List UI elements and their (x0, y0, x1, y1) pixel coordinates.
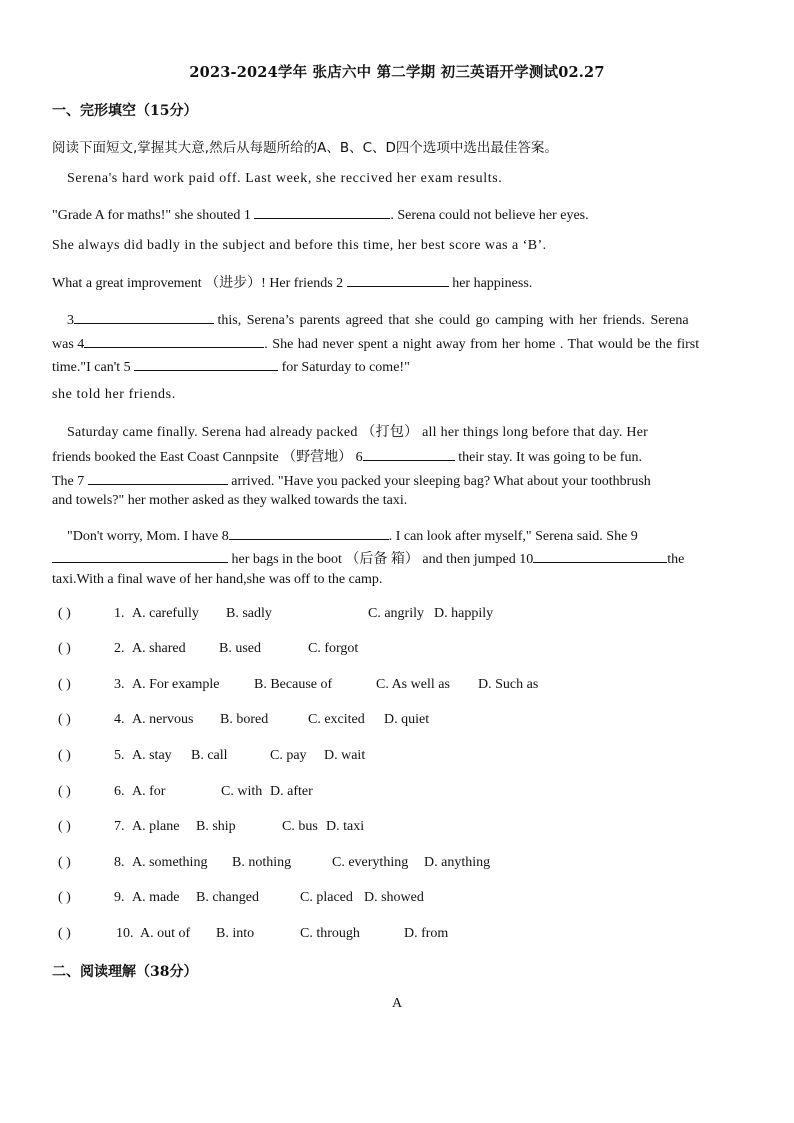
option-d[interactable]: D. anything (424, 855, 491, 870)
question-number: 10. (116, 926, 134, 941)
passage-text: arrived. "Have you packed your sleeping bag? What about your toothbrush (231, 474, 651, 489)
passage-line (52, 204, 750, 224)
passage-text: . She had never spent a night away from her home . That would be the first (264, 337, 700, 352)
option-c[interactable]: C. angrily (368, 606, 424, 621)
passage-line (52, 272, 750, 292)
passage-text: . I can look after myself," Serena said. She 9 (388, 529, 638, 544)
question-row (58, 606, 494, 622)
option-a[interactable]: A. nervous (132, 712, 194, 727)
question-number: 4. (114, 712, 125, 727)
exam-title: 2023-2024学年 张店六中 第二学期 初三英语开学测试02.27 (189, 64, 605, 81)
answer-bracket[interactable]: ( ) (58, 926, 71, 941)
option-a[interactable]: A. shared (132, 641, 186, 656)
option-b[interactable]: B. bored (220, 712, 269, 727)
option-c[interactable]: C. placed (300, 890, 353, 905)
passage-text: What a great improvement （进步）! Her friends 2 (52, 276, 344, 291)
passage-text: 3 (67, 313, 74, 328)
option-a[interactable]: A. For example (132, 677, 220, 692)
question-row (58, 784, 313, 800)
passage-text: her happiness. (452, 276, 533, 291)
answer-bracket[interactable]: ( ) (58, 606, 71, 621)
question-row (58, 926, 449, 942)
option-d[interactable]: D. taxi (326, 819, 365, 834)
option-d[interactable]: D. quiet (384, 712, 430, 727)
answer-blank-10[interactable] (533, 548, 667, 563)
answer-blank-4[interactable] (84, 333, 264, 348)
option-a[interactable]: A. something (132, 855, 208, 870)
question-number: 8. (114, 855, 125, 870)
section-cloze-heading: 一、完形填空（15分） (52, 103, 198, 119)
section-reading-heading: 二、阅读理解（38分） (52, 964, 198, 980)
option-c[interactable]: C. pay (270, 748, 307, 763)
option-c[interactable]: C. with (221, 784, 263, 799)
option-c[interactable]: C. bus (282, 819, 318, 834)
passage-line: and towels?" her mother asked as they walked towards the taxi. (52, 493, 408, 508)
question-row (58, 677, 539, 693)
answer-bracket[interactable]: ( ) (58, 677, 71, 692)
option-d[interactable]: D. happily (434, 606, 494, 621)
option-d[interactable]: D. Such as (478, 677, 539, 692)
option-a[interactable]: A. plane (132, 819, 180, 834)
option-a[interactable]: A. made (132, 890, 180, 905)
answer-bracket[interactable]: ( ) (58, 748, 71, 763)
answer-bracket[interactable]: ( ) (58, 890, 71, 905)
passage-text: her bags in the boot （后备 箱） and then jumped 10 (231, 552, 534, 567)
question-number: 1. (114, 606, 125, 621)
option-b[interactable]: B. used (219, 641, 261, 656)
option-b[interactable]: B. changed (196, 890, 259, 905)
question-number: 9. (114, 890, 125, 905)
passage-line (52, 470, 750, 490)
passage-text: this, Serena’s parents agreed that she could go camping with her friends. Serena (217, 313, 689, 328)
option-a[interactable]: A. carefully (132, 606, 199, 621)
answer-blank-8[interactable] (229, 525, 389, 540)
answer-bracket[interactable]: ( ) (58, 819, 71, 834)
option-b[interactable]: B. ship (196, 819, 236, 834)
answer-blank-1[interactable] (254, 204, 390, 219)
passage-text: for Saturday to come!" (281, 360, 410, 375)
answer-blank-2[interactable] (347, 272, 449, 287)
passage-text: The 7 (52, 474, 85, 489)
passage-text: time."I can't 5 (52, 360, 131, 375)
passage-text: . Serena could not believe her eyes. (390, 208, 589, 223)
answer-bracket[interactable]: ( ) (58, 712, 71, 727)
passage-line (52, 548, 750, 568)
passage-line (67, 309, 750, 329)
question-row (58, 748, 366, 764)
passage-line (52, 446, 750, 466)
passage-line: Saturday came finally. Serena had already packed （打包） all her things long before that day. Her (67, 425, 649, 440)
question-number: 7. (114, 819, 125, 834)
passage-line: taxi.With a final wave of her hand,she was off to the camp. (52, 572, 383, 587)
question-number: 2. (114, 641, 125, 656)
passage-line: she told her friends. (52, 387, 176, 402)
answer-blank-6[interactable] (363, 446, 455, 461)
question-row (58, 712, 430, 728)
passage-text: the (667, 552, 685, 567)
passage-line: Serena's hard work paid off. Last week, she reccived her exam results. (67, 171, 503, 186)
passage-line (52, 356, 750, 376)
answer-bracket[interactable]: ( ) (58, 641, 71, 656)
option-b[interactable]: B. call (191, 748, 228, 763)
option-c[interactable]: C. As well as (376, 677, 450, 692)
passage-line (52, 333, 750, 353)
option-c[interactable]: C. through (300, 926, 360, 941)
option-a[interactable]: A. for (132, 784, 166, 799)
option-b[interactable]: B. sadly (226, 606, 272, 621)
answer-blank-9[interactable] (52, 548, 228, 563)
passage-line (67, 525, 750, 545)
option-b[interactable]: B. nothing (232, 855, 292, 870)
option-d[interactable]: D. wait (324, 748, 366, 763)
reading-part-label: A (391, 996, 403, 1011)
option-c[interactable]: C. excited (308, 712, 365, 727)
answer-blank-7[interactable] (88, 470, 228, 485)
passage-text: was 4 (52, 337, 85, 352)
option-b[interactable]: B. into (216, 926, 255, 941)
question-row (58, 890, 424, 906)
passage-line: She always did badly in the subject and before this time, her best score was a ‘B’. (52, 238, 547, 253)
option-a[interactable]: A. out of (140, 926, 191, 941)
question-number: 3. (114, 677, 125, 692)
answer-blank-3[interactable] (74, 309, 214, 324)
option-b[interactable]: B. Because of (254, 677, 333, 692)
option-d[interactable]: D. showed (364, 890, 424, 905)
answer-bracket[interactable]: ( ) (58, 855, 71, 870)
answer-blank-5[interactable] (134, 356, 278, 371)
passage-text: "Don't worry, Mom. I have 8 (67, 529, 229, 544)
question-number: 6. (114, 784, 125, 799)
option-a[interactable]: A. stay (132, 748, 172, 763)
option-c[interactable]: C. everything (332, 855, 409, 870)
option-d[interactable]: D. from (404, 926, 449, 941)
passage-text: their stay. It was going to be fun. (458, 450, 642, 465)
question-number: 5. (114, 748, 125, 763)
passage-text: friends booked the East Coast Cannpsite （野营地） 6 (52, 450, 363, 465)
question-row (58, 855, 491, 871)
cloze-instruction: 阅读下面短文,掌握其大意,然后从每题所给的A、B、C、D四个选项中选出最佳答案。 (52, 140, 558, 156)
answer-bracket[interactable]: ( ) (58, 784, 71, 799)
option-c[interactable]: C. forgot (308, 641, 359, 656)
question-row (58, 641, 359, 657)
option-d[interactable]: D. after (270, 784, 313, 799)
question-row (58, 819, 365, 835)
passage-text: "Grade A for maths!" she shouted 1 (52, 208, 251, 223)
